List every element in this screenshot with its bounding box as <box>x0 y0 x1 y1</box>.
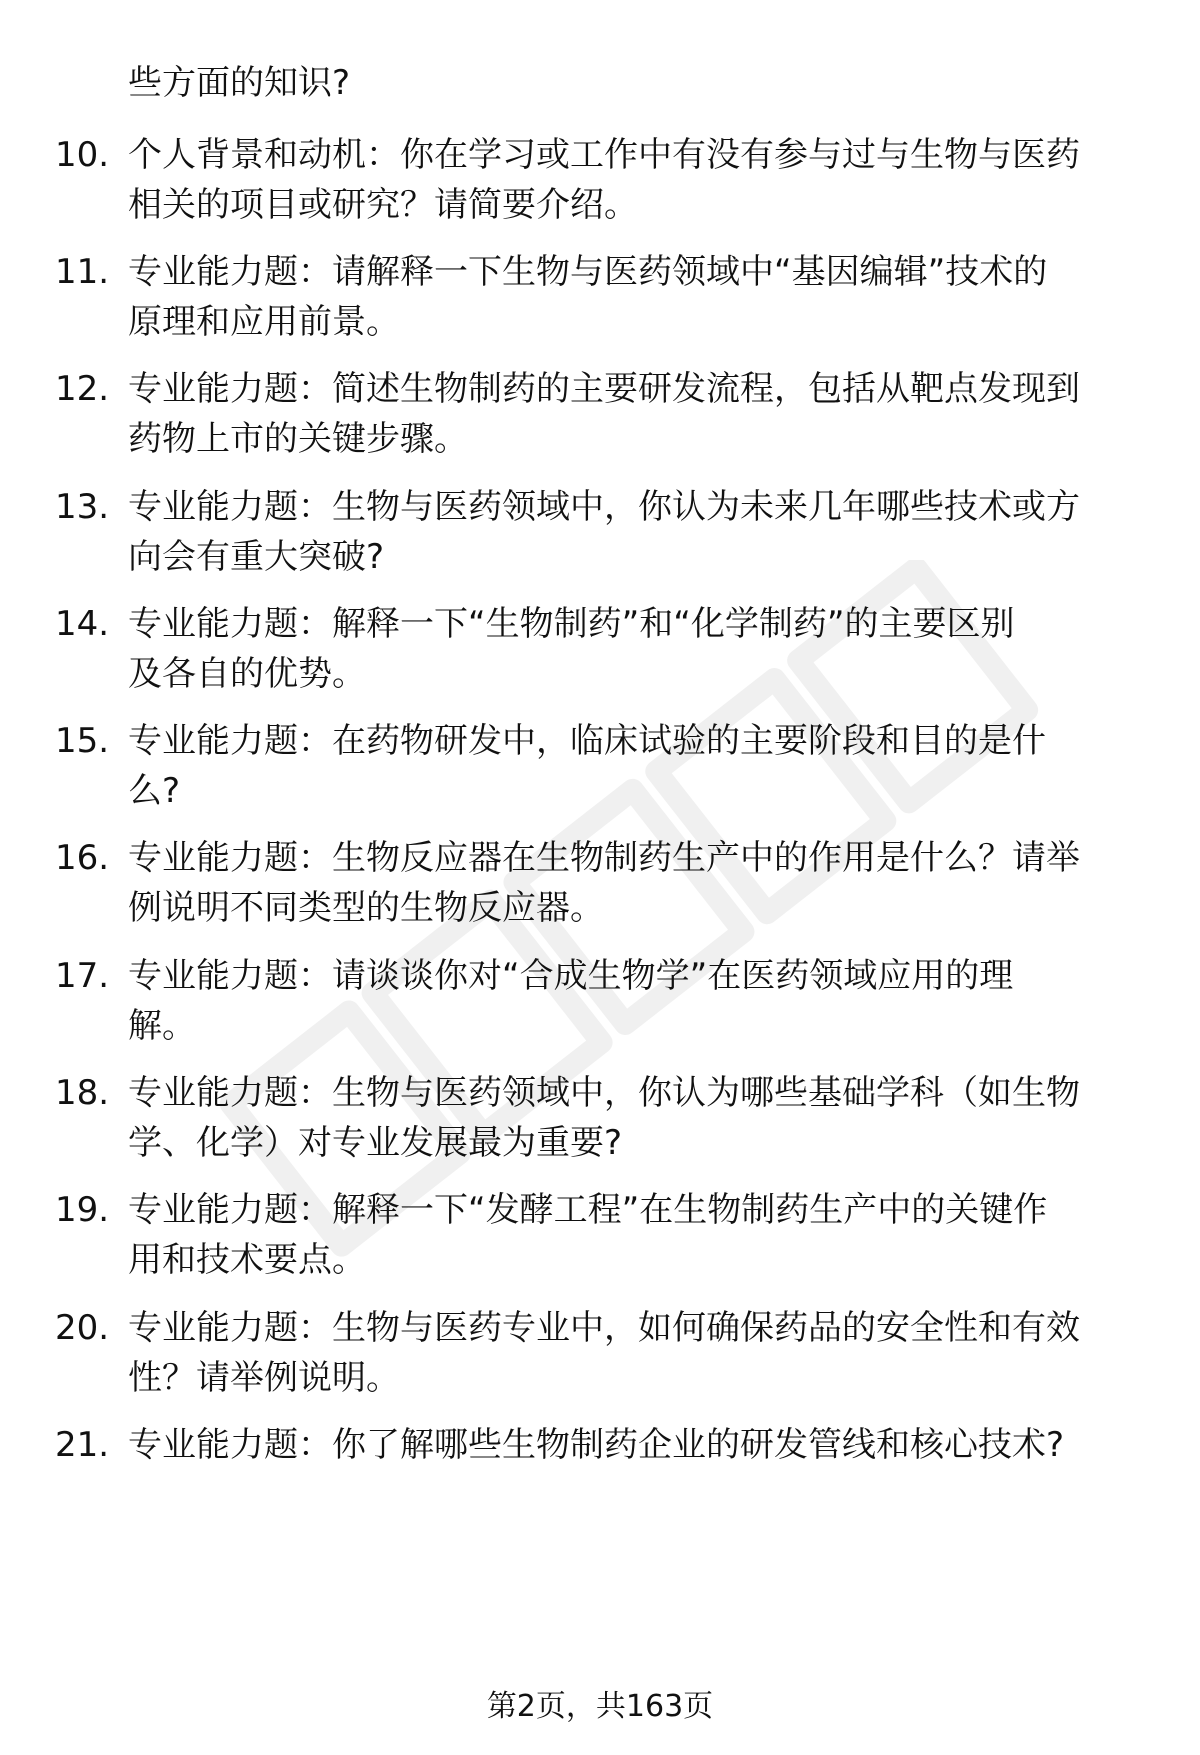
item-number: 18. <box>55 1073 110 1113</box>
item-number: 17. <box>55 956 110 996</box>
item-text: 专业能力题：生物反应器在生物制药生产中的作用是什么？请举 例说明不同类型的生物反应器。 <box>128 838 1080 928</box>
item-text: 专业能力题：请谈谈你对“合成生物学”在医药领域应用的理 解。 <box>128 956 1014 1046</box>
item-number: 11. <box>55 252 110 292</box>
item-text: 个人背景和动机：你在学习或工作中有没有参与过与生物与医药 相关的项目或研究？请简要介绍。 <box>128 135 1080 225</box>
item-number: 19. <box>55 1190 110 1230</box>
item-text: 专业能力题：简述生物制药的主要研发流程，包括从靶点发现到 药物上市的关键步骤。 <box>128 369 1080 459</box>
item-text: 专业能力题：请解释一下生物与医药领域中“基因编辑”技术的 原理和应用前景。 <box>128 252 1048 342</box>
item-text: 专业能力题：生物与医药领域中，你认为未来几年哪些技术或方 向会有重大突破? <box>128 487 1080 577</box>
item-text: 专业能力题：生物与医药领域中，你认为哪些基础学科（如生物 学、化学）对专业发展最为重要? <box>128 1073 1080 1163</box>
item-number: 13. <box>55 487 110 527</box>
item-number: 15. <box>55 721 110 761</box>
item-text: 专业能力题：生物与医药专业中，如何确保药品的安全性和有效 性？请举例说明。 <box>128 1308 1080 1398</box>
page-footer: 第2页，共163页 <box>486 1689 714 1724</box>
item-text: 专业能力题：解释一下“生物制药”和“化学制药”的主要区别 及各自的优势。 <box>128 604 1015 694</box>
item-number: 20. <box>55 1308 110 1348</box>
item-text: 专业能力题：解释一下“发酵工程”在生物制药生产中的关键作 用和技术要点。 <box>128 1190 1048 1280</box>
continuation-line: 些方面的知识? <box>128 63 351 103</box>
item-number: 16. <box>55 838 110 878</box>
item-number: 14. <box>55 604 110 644</box>
item-text: 专业能力题：你了解哪些生物制药企业的研发管线和核心技术? <box>128 1425 1065 1465</box>
item-number: 21. <box>55 1425 110 1465</box>
item-text: 专业能力题：在药物研发中，临床试验的主要阶段和目的是什 么? <box>128 721 1046 811</box>
item-number: 10. <box>55 135 110 175</box>
item-number: 12. <box>55 369 110 409</box>
